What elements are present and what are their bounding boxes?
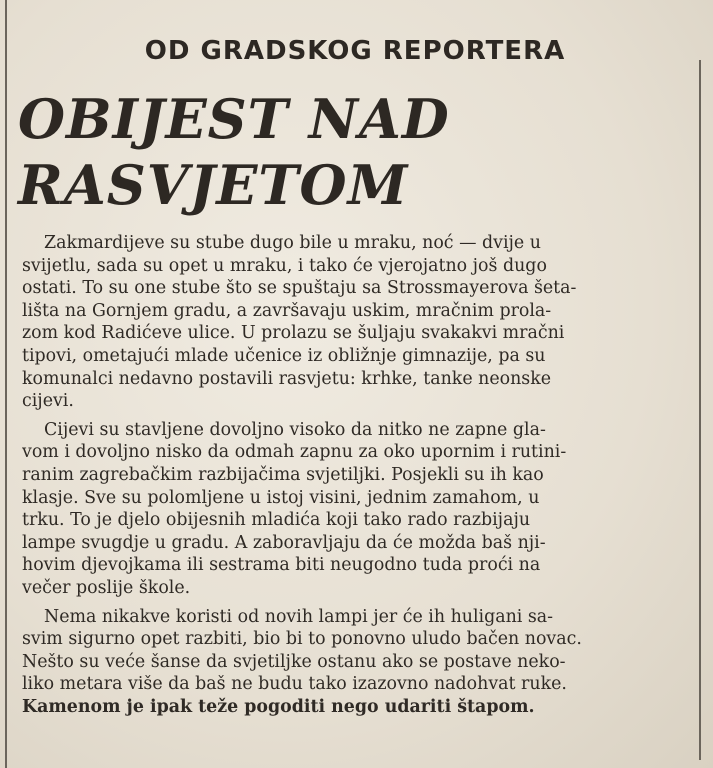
paragraph-3	[22, 606, 692, 719]
text-line: večer poslije škole.	[22, 577, 191, 598]
paragraph-1	[22, 232, 692, 413]
text-line: ostati. To su one stube što se spuštaju sa Strossmayerova šeta-	[22, 278, 577, 299]
paragraph-2	[22, 419, 692, 600]
text-line: hovim djevojkama ili sestrama biti neugodno tuda proći na	[22, 555, 541, 576]
text-line: Zakmardijeve su stube dugo bile u mraku, noć — dvije u	[44, 233, 541, 253]
text-line: zom kod Radićeve ulice. U prolazu se šuljaju svakakvi mračni	[22, 323, 565, 344]
text-line: lišta na Gornjem gradu, a završavaju uskim, mračnim prola-	[22, 300, 552, 321]
text-line: lampe svugdje u gradu. A zaboravljaju da će možda baš nji-	[22, 532, 546, 553]
text-line: klasje. Sve su polomljene u istoj visini, jednim zamahom, u	[22, 487, 540, 508]
text-line: cijevi.	[22, 391, 74, 412]
text-line: trku. To je djelo obijesnih mladića koji tako rado razbijaju	[22, 510, 531, 531]
headline-line-1: OBIJEST NAD	[18, 87, 450, 151]
text-line: komunalci nedavno postavili rasvjetu: krhke, tanke neonske	[22, 368, 552, 389]
section-kicker: OD GRADSKOG REPORTERA	[144, 36, 566, 66]
right-column-rule	[699, 60, 701, 760]
text-line: svim sigurno opet razbiti, bio bi to ponovno uludo bačen novac.	[22, 629, 582, 650]
text-line: Nešto su veće šanse da svjetiljke ostanu ako se postave neko-	[22, 651, 566, 672]
text-line: liko metara više da baš ne budu tako izazovno nadohvat ruke.	[22, 674, 567, 695]
headline-line-2: RASVJETOM	[18, 153, 409, 217]
left-column-rule	[5, 0, 7, 768]
text-line: tipovi, ometajući mlade učenice iz obližnje gimnazije, pa su	[22, 345, 546, 366]
text-line: vom i dovoljno nisko da odmah zapnu za oko upornim i rutini-	[22, 442, 567, 463]
article-body	[22, 232, 692, 724]
text-line: ranim zagrebačkim razbijačima svjetiljki. Posjekli su ih kao	[22, 464, 544, 485]
text-line: Cijevi su stavljene dovoljno visoko da nitko ne zapne gla-	[44, 419, 546, 440]
text-line: svijetlu, sada su opet u mraku, i tako će vjerojatno još dugo	[22, 255, 547, 276]
text-line: Nema nikakve koristi od novih lampi jer će ih huligani sa-	[44, 606, 554, 627]
text-line: Kamenom je ipak teže pogoditi nego udariti štapom.	[22, 696, 535, 717]
headline	[18, 86, 678, 218]
